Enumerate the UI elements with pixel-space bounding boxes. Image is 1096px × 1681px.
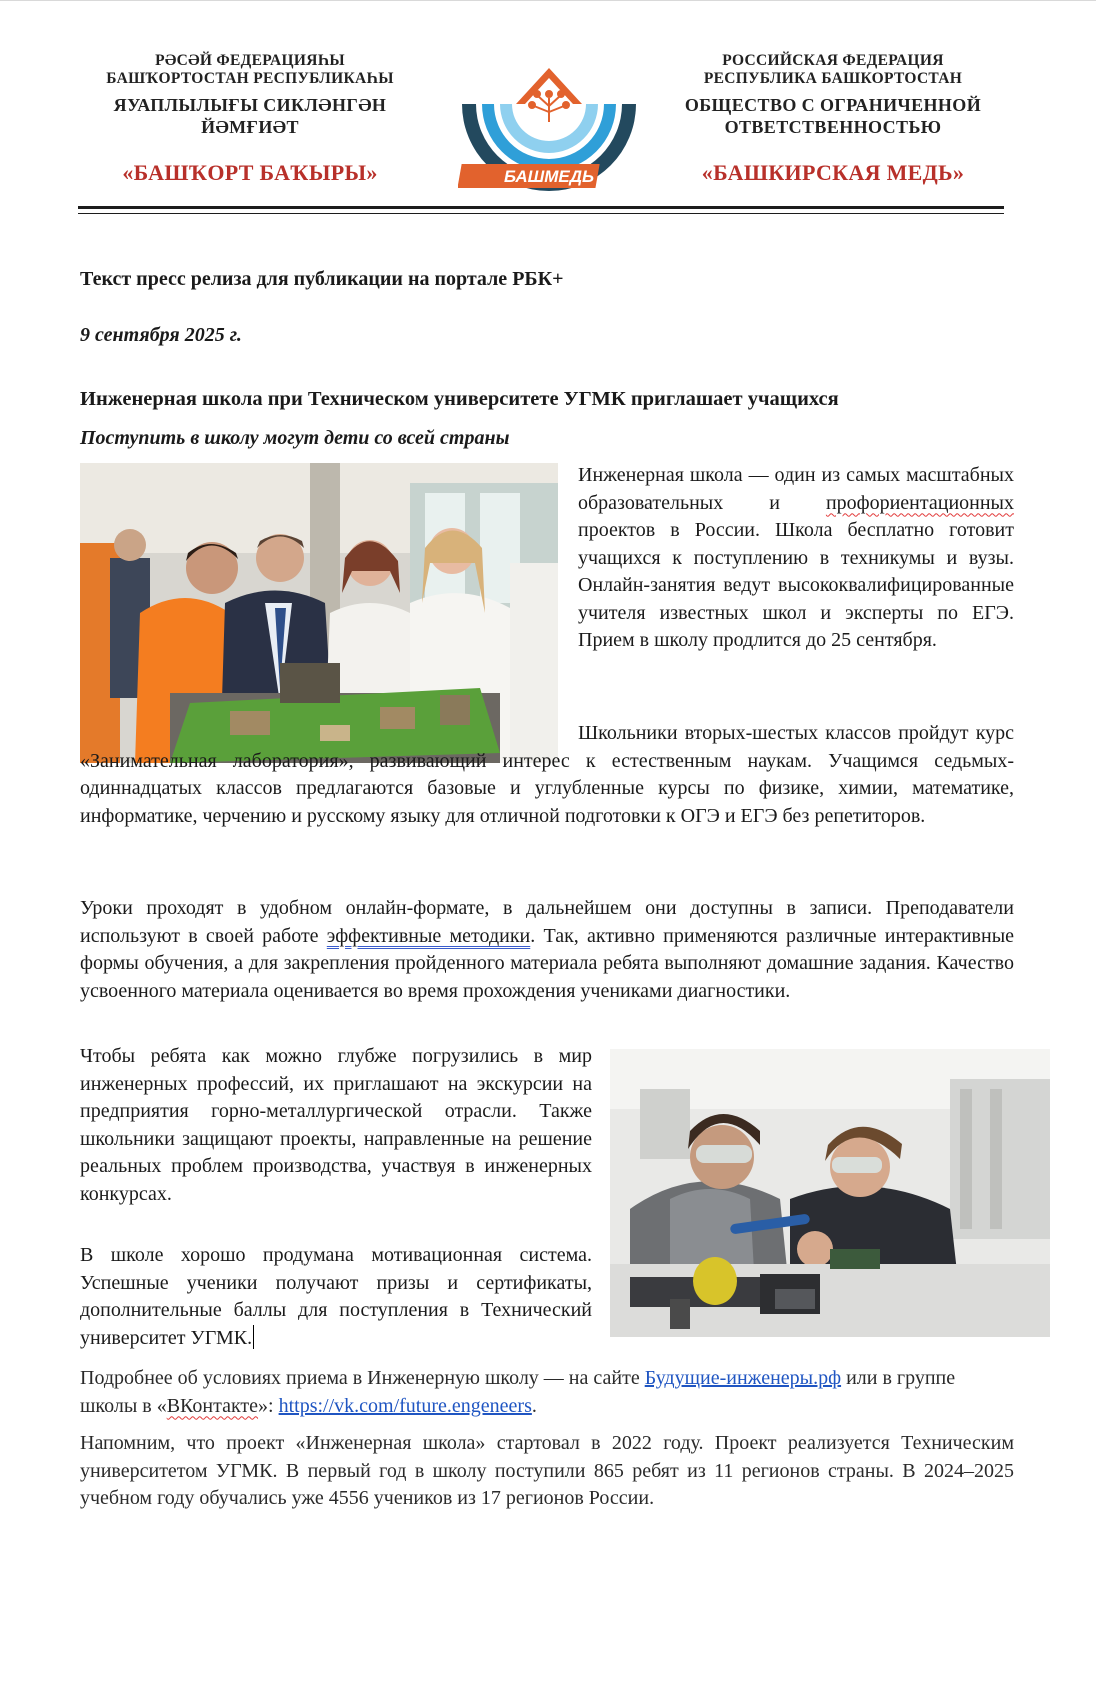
- paragraph-more-info-part-b: или в группе школы в «: [80, 1367, 956, 1417]
- paragraph-more-info-part-a: Подробнее об условиях приема в Инженерную школу — на сайте: [80, 1367, 645, 1389]
- paragraph-intro: [578, 462, 1014, 655]
- flower-icon: [529, 91, 570, 123]
- letterhead-right-brand: «БАШКИРСКАЯ МЕДЬ»: [701, 160, 965, 185]
- text-cursor: [253, 1325, 254, 1349]
- spellcheck-word: профориентационных: [825, 491, 1014, 514]
- paragraph-courses: Школьники вторых-шестых классов пройдут курс «Занимательная лаборатория», развивающий интерес к естественным наукам. Учащимся седьмых-одиннадцатых классов предлагаются базовые и углубленные курсы по физике, химии, математике, информатике, черчению и русскому языку для отличной подготовки к ОГЭ и ЕГЭ без репетиторов.: [80, 722, 1014, 827]
- paragraph-motivation: [80, 1242, 592, 1352]
- paragraph-intro-part-a: Инженерная школа — один из самых масштабных образовательных и: [578, 464, 1014, 514]
- paragraph-history: Напомним, что проект «Инженерная школа» стартовал в 2022 году. Проект реализуется Техническим университетом УГМК. В первый год в школу поступили 865 ребят из 11 регионов страны. В 2024–2025 учебном году обучались уже 4556 учеников из 17 регионов России.: [80, 1432, 1014, 1509]
- logo-text: БАШМЕДЬ: [503, 167, 595, 186]
- headline: Инженерная школа при Техническом университете УГМК приглашает учащихся: [80, 388, 839, 410]
- paragraph-more-info-part-e: .: [531, 1394, 537, 1417]
- paragraph-more-info-part-d: »:: [258, 1394, 279, 1417]
- page-top-border: [0, 0, 1096, 1]
- exhibition-photo: [80, 463, 558, 763]
- lab-photo: [610, 1049, 1050, 1337]
- letterhead-rule-thick: [78, 206, 1004, 209]
- letterhead-left-line1: РӘСӘЙ ФЕДЕРАЦИЯҺЫ: [155, 52, 345, 69]
- letterhead-left-line4: ЙӘМҒИӘТ: [201, 117, 299, 137]
- letterhead-left: [80, 52, 420, 186]
- paragraph-excursions: Чтобы ребята как можно глубже погрузились в мир инженерных профессий, их приглашают на экскурсии на предприятия горно-металлургической отрасли. Также школьники защищают проекты, направленные на решение реальных проблем производства, участвуя в инженерных конкурсах.: [80, 1045, 592, 1205]
- letterhead-right-line2: РЕСПУБЛИКА БАШКОРТОСТАН: [703, 70, 963, 87]
- paragraph-lessons: [80, 895, 1014, 1005]
- vk-group-link[interactable]: https://vk.com/future.engeneers: [278, 1394, 532, 1417]
- letterhead-rule-thin: [78, 213, 1004, 214]
- letterhead-left-line3: ЯУАПЛЫЛЫҒЫ СИКЛӘНГӘН: [113, 95, 387, 115]
- letterhead-right-line1: РОССИЙСКАЯ ФЕДЕРАЦИЯ: [722, 52, 944, 69]
- lab-photo-icon: [610, 1049, 1050, 1337]
- subheadline: Поступить в школу могут дети со всей страны: [80, 427, 510, 449]
- grammar-check-phrase: эффективные методики: [326, 924, 531, 947]
- document-label: Текст пресс релиза для публикации на портале РБК+: [80, 268, 564, 290]
- letterhead-right-line4: ОТВЕТСТВЕННОСТЬЮ: [724, 117, 942, 137]
- letterhead-right-line3: ОБЩЕСТВО С ОГРАНИЧЕННОЙ: [684, 95, 982, 115]
- spellcheck-word-vk: ВКонтакте: [166, 1394, 259, 1417]
- letterhead-right: [648, 52, 1018, 186]
- paragraph-intro-part-c: проектов в России. Школа бесплатно готовит учащихся к поступлению в техникумы и вузы. Онлайн-занятия ведут высококвалифицированные учителя известных школ и эксперты по ЕГЭ. Прием в школу продлится до 25 сентября.: [578, 519, 1014, 651]
- letterhead-left-brand: «БАШҠОРТ БАҠЫРЫ»: [122, 160, 378, 185]
- bashmed-logo: [458, 60, 640, 192]
- website-link[interactable]: Будущие-инженеры.рф: [644, 1367, 842, 1389]
- paragraph-motivation-text: В школе хорошо продумана мотивационная система. Успешные ученики получают призы и сертификаты, дополнительные баллы для поступления в Технический университет УГМК.: [80, 1244, 592, 1349]
- document-date: 9 сентября 2025 г.: [80, 324, 242, 346]
- letterhead-left-line2: БАШҠОРТОСТАН РЕСПУБЛИКАҺЫ: [106, 70, 394, 87]
- paragraph-lessons-part-c: . Так, активно применяются различные интерактивные формы обучения, а для закрепления пройденного материала ребята выполняют домашние задания. Качество усвоенного материала оценивается во время прохождения учениками диагностики.: [80, 924, 1015, 1002]
- paragraph-lessons-part-a: Уроки проходят в удобном онлайн-формате, в дальнейшем они доступны в записи. Преподаватели используют в своей работе: [80, 897, 1014, 947]
- exhibition-photo-icon: [80, 463, 558, 763]
- paragraph-more-info: [80, 1365, 1014, 1420]
